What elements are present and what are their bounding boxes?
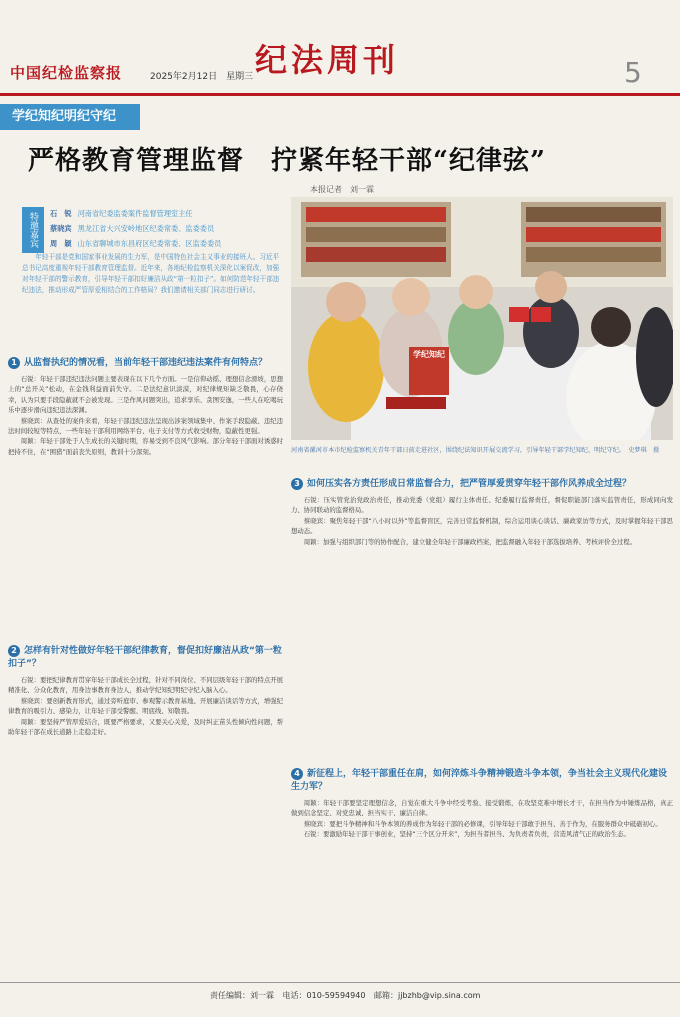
footer-phone: 电话：010-59594940 <box>282 991 366 1000</box>
masthead-divider <box>0 93 680 96</box>
section-heading: 3 如何压实各方责任形成日常监督合力，把严管厚爱贯穿年轻干部作风养成全过程？ <box>291 478 673 491</box>
intro-paragraph: 年轻干部是党和国家事业发展的生力军，是中国特色社会主义事业的接班人。习近平总书记高度重视年轻干部教育管理监督。近年来，各地纪检监察机关深化以案促改，加强对年轻干部的警示教育，引导年轻干部扣好廉洁从政“第一粒扣子”。如何防范年轻干部违纪违法，推动形成严管厚爱相结合的工作格局？我们邀请相关部门同志进行研讨。 <box>22 253 280 294</box>
guest-list <box>50 206 280 251</box>
page-number: 5 <box>624 56 642 89</box>
footer-email: 邮箱：jjbzhb@vip.sina.com <box>373 991 481 1000</box>
guest-item: 石 锐 河南省纪委监委案件监督管理室主任 <box>50 209 193 218</box>
section-1 <box>8 357 283 457</box>
photo-caption: 河南省漯河市本市纪检监察机关青年干部日前走进社区，围绕纪法知识开展交流学习，引导年轻干部学纪知纪、明纪守纪。 史梦琪 摄 <box>291 447 660 454</box>
guest-item: 蔡晓宾 黑龙江省大兴安岭地区纪委常委、监委委员 <box>50 224 215 233</box>
guest-item: 周 颖 山东省聊城市东昌府区纪委常委、区监委委员 <box>50 239 222 248</box>
newspaper-logo: 中国纪检监察报 <box>10 64 123 82</box>
section-4 <box>291 768 673 840</box>
guest-tag: 特邀嘉宾 <box>22 207 44 253</box>
byline: 本报记者 刘一霖 <box>310 185 374 194</box>
footer-divider <box>0 982 680 983</box>
issue-date: 2025年2月12日 星期三 <box>150 72 254 82</box>
section-body: 石锐：要把纪律教育贯穿年轻干部成长全过程，针对不同岗位、不同层级年轻干部的特点开展精准化、分众化教育，用身边事教育身边人，推动学纪知纪明纪守纪入脑入心。 蔡晓宾：要创新教育形式，通过旁听庭审、参观警示教育基地、开展廉洁谈话等方式，增强纪律教育的吸引力、感染力，让年轻干部受警醒、明底线、知敬畏。 周颖：要坚持严管厚爱结合，既要严格要求，又要关心关爱，及时纠正苗头性倾向性问题，帮助年轻干部在成长道路上走稳走好。 <box>8 676 283 737</box>
column-tag: 学纪知纪明纪守纪 <box>0 104 140 130</box>
section-body: 石锐：压实管党治党政治责任，推动党委（党组）履行主体责任、纪委履行监督责任，督促职能部门落实监管责任，形成同向发力、协同联动的监督格局。 蔡晓宾：聚焦年轻干部“八小时以外”等监督盲区，完善日常监督机制，综合运用谈心谈话、廉政家访等方式，及时掌握年轻干部思想动态。 周颖：加强与组织部门等的协作配合，建立健全年轻干部廉政档案，把监督融入年轻干部选拔培养、考核评价全过程。 <box>291 496 673 546</box>
section-heading: 1 从监督执纪的情况看，当前年轻干部违纪违法案件有何特点？ <box>8 357 283 370</box>
section-heading: 4 新征程上，年轻干部重任在肩，如何淬炼斗争精神锻造斗争本领，争当社会主义现代化建设生力军？ <box>291 769 668 792</box>
footer <box>210 990 480 1001</box>
section-2 <box>8 645 283 737</box>
section-body: 石锐：年轻干部违纪违法问题主要表现在以下几个方面。一是信仰动摇、理想信念滑坡，思想上的“总开关”松动，在金钱利益面前失守。二是法纪意识淡漠，对纪律规矩缺乏敬畏，心存侥幸，认为只要手段隐蔽就不会被发现。三是作风问题突出，追求享乐、贪图安逸，一些人在吃喝玩乐中逐步滑向违纪违法深渊。 蔡晓宾：从查处的案件来看，年轻干部违纪违法呈现出涉案领域集中、作案手段隐蔽、违纪违法时间较短等特点，一些年轻干部利用网络平台、电子支付等方式收受财物，隐蔽性更强。 周颖：年轻干部处于人生成长的关键时期，容易受到不良风气影响。部分年轻干部面对诱惑时把持不住，在“围猎”面前丧失原则，教训十分深刻。 <box>8 375 283 456</box>
section-3 <box>291 478 673 547</box>
photo-illustration <box>291 197 673 440</box>
headline: 严格教育管理监督 拧紧年轻干部“纪律弦” <box>28 146 546 176</box>
footer-editor: 责任编辑：刘一霖 <box>210 991 274 1000</box>
news-photo <box>291 197 673 440</box>
section-body: 周颖：年轻干部要坚定理想信念，自觉在重大斗争中经受考验、接受锻炼，在攻坚克难中增长才干，在担当作为中锤炼品格，真正做到信念坚定、对党忠诚、担当实干、廉洁自律。 蔡晓宾：要把斗争精神和斗争本领的养成作为年轻干部的必修课，引导年轻干部敢于担当、善于作为，在服务群众中砥砺初心。 石锐：要激励年轻干部干事创业，坚持“三个区分开来”，为担当者担当、为负责者负责，营造风清气正的政治生态。 <box>291 799 673 839</box>
section-title: 纪法周刊 <box>255 41 400 79</box>
section-heading: 2 怎样有针对性做好年轻干部纪律教育，督促扣好廉洁从政“第一粒扣子”？ <box>8 646 282 669</box>
photo-sign: 学纪知纪 <box>413 349 445 359</box>
